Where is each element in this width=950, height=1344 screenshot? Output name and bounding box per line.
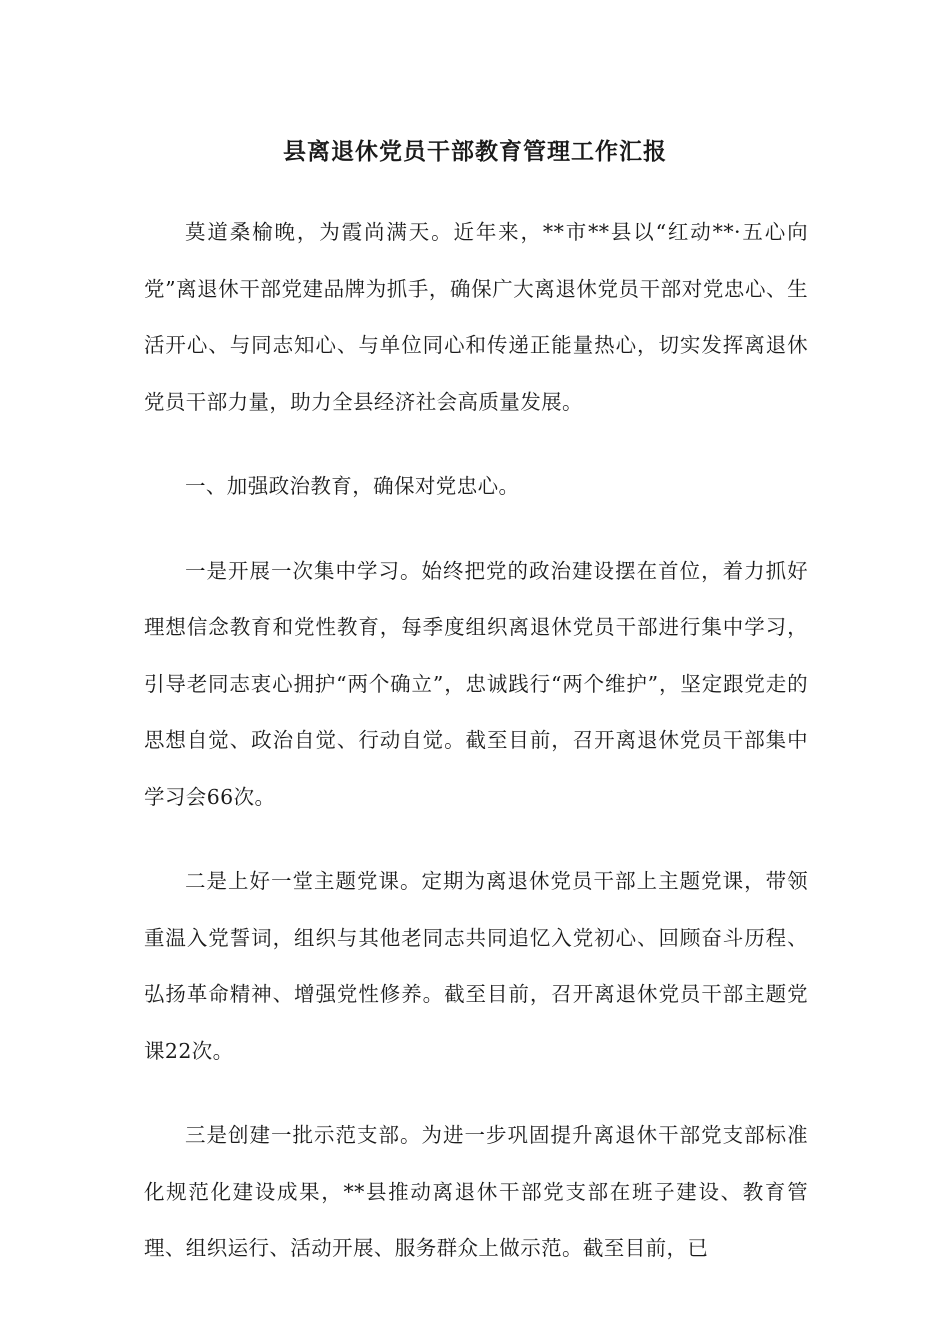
paragraph-party-lecture: 二是上好一堂主题党课。定期为离退休党员干部上主题党课，带领重温入党誓词，组织与其他老同志共同追忆入党初心、回顾奋斗历程、弘扬革命精神、增强党性修养。截至目前，召开离退休党员干部主题党课22次。 xyxy=(144,869,808,1063)
intro-paragraph: 莫道桑榆晚，为霞尚满天。近年来，**市**县以“红动**·五心向党”离退休干部党建品牌为抓手，确保广大离退休党员干部对党忠心、生活开心、与同志知心、与单位同心和传递正能量热心，切实发挥离退休党员干部力量，助力全县经济社会高质量发展。 xyxy=(144,220,808,414)
paragraph-model-branch: 三是创建一批示范支部。为进一步巩固提升离退休干部党支部标准化规范化建设成果，**县推动离退休干部党支部在班子建设、教育管理、组织运行、活动开展、服务群众上做示范。截至目前，已 xyxy=(144,1123,808,1260)
document-title: 县离退休党员干部教育管理工作汇报 xyxy=(283,138,667,165)
section-heading: 一、加强政治教育，确保对党忠心。 xyxy=(185,474,520,498)
paragraph-study: 一是开展一次集中学习。始终把党的政治建设摆在首位，着力抓好理想信念教育和党性教育，每季度组织离退休党员干部进行集中学习，引导老同志衷心拥护“两个确立”，忠诚践行“两个维护”，坚定跟党走的思想自觉、政治自觉、行动自觉。截至目前，召开离退休党员干部集中学习会66次。 xyxy=(144,558,808,809)
document-body xyxy=(144,204,808,1305)
